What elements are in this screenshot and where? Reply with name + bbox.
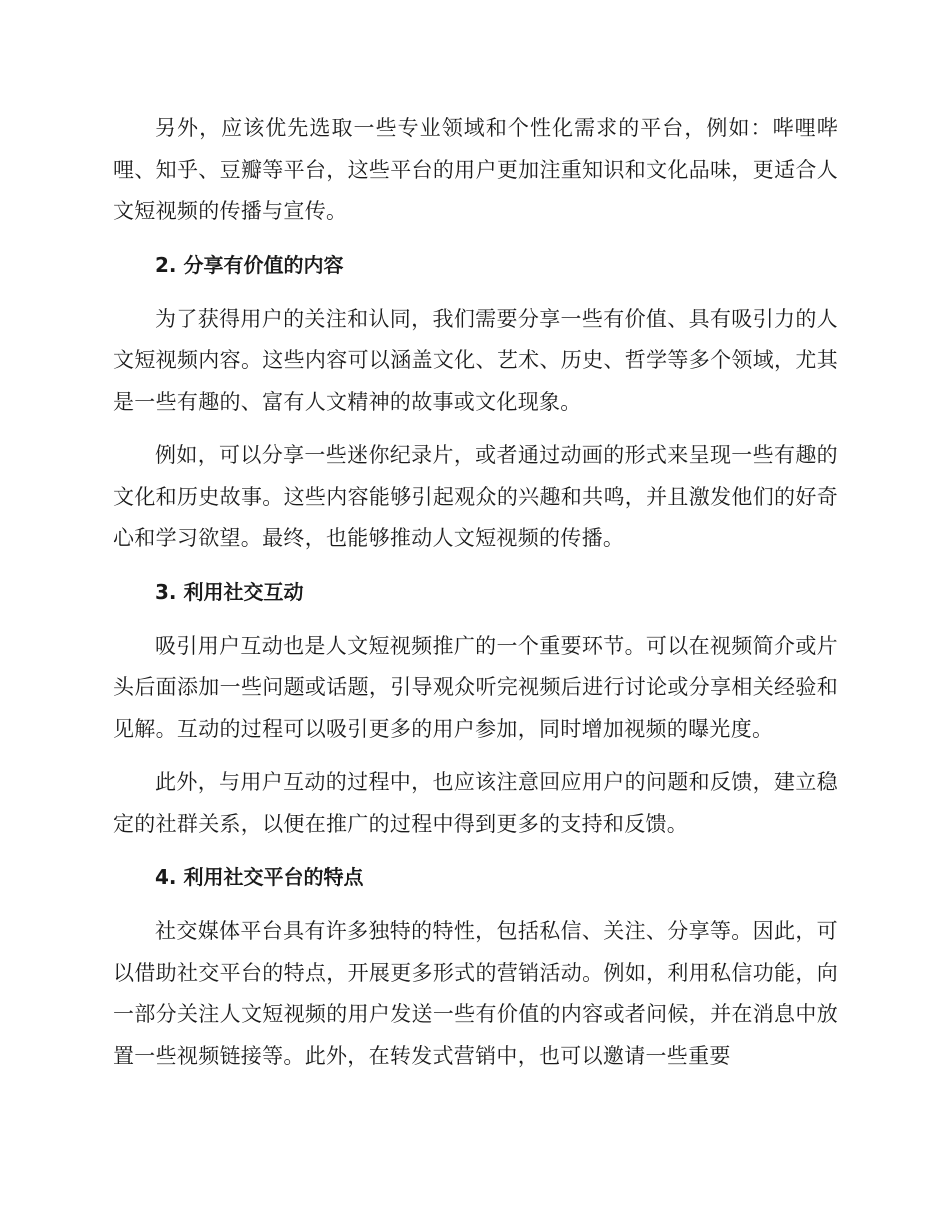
heading-platform-features: 4. 利用社交平台的特点 — [155, 865, 364, 889]
heading-share-valuable-content: 2. 分享有价值的内容 — [155, 252, 344, 277]
paragraph-platforms: 另外，应该优先选取一些专业领域和个性化需求的平台，例如：哔哩哔哩、知乎、豆瓣等平台，这些平台的用户更加注重知识和文化品味，更适合人文短视频的传播与宣传。 — [113, 116, 838, 223]
paragraph-valuable-content: 为了获得用户的关注和认同，我们需要分享一些有价值、具有吸引力的人文短视频内容。这些内容可以涵盖文化、艺术、历史、哲学等多个领域，尤其是一些有趣的、富有人文精神的故事或文化现象。 — [113, 306, 838, 414]
paragraph-feedback: 此外，与用户互动的过程中，也应该注意回应用户的问题和反馈，建立稳定的社群关系，以便在推广的过程中得到更多的支持和反馈。 — [113, 770, 838, 836]
paragraph-examples: 例如，可以分享一些迷你纪录片，或者通过动画的形式来呈现一些有趣的文化和历史故事。这些内容能够引起观众的兴趣和共鸣，并且激发他们的好奇心和学习欲望。最终，也能够推动人文短视频的传播。 — [113, 443, 838, 550]
heading-social-interaction: 3. 利用社交互动 — [155, 579, 304, 604]
document-page — [113, 108, 838, 1089]
paragraph-platform-features: 社交媒体平台具有许多独特的特性，包括私信、关注、分享等。因此，可以借助社交平台的特点，开展更多形式的营销活动。例如，利用私信功能，向一部分关注人文短视频的用户发送一些有价值的内容或者问候，并在消息中放置一些视频链接等。此外，在转发式营销中，也可以邀请一些重要 — [113, 919, 838, 1068]
paragraph-user-interaction: 吸引用户互动也是人文短视频推广的一个重要环节。可以在视频简介或片头后面添加一些问题或话题，引导观众听完视频后进行讨论或分享相关经验和见解。互动的过程可以吸引更多的用户参加，同时增加视频的曝光度。 — [113, 633, 838, 741]
